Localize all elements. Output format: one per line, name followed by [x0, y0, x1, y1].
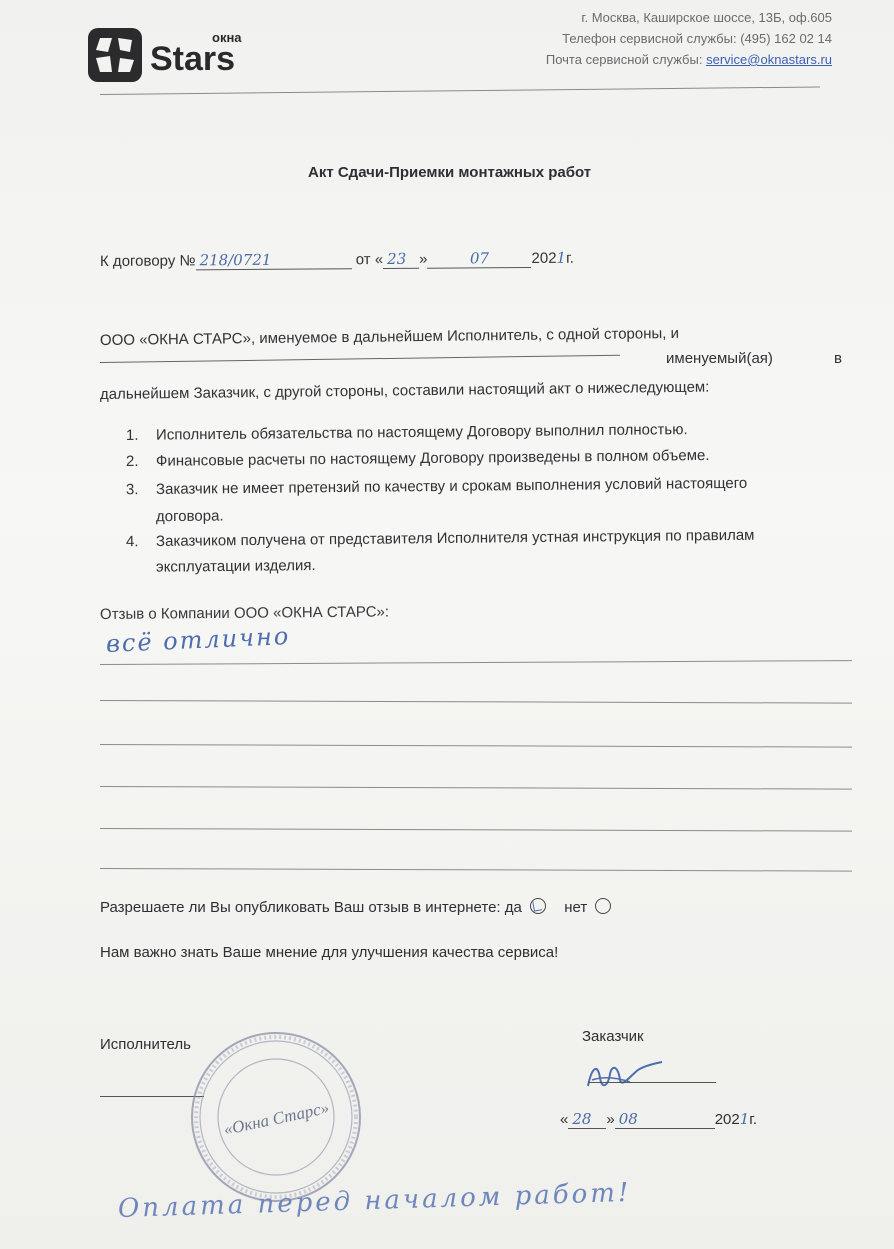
review-line-1[interactable] [100, 660, 852, 665]
contract-number-field[interactable] [195, 250, 351, 270]
list-item-text: договора. [155, 507, 224, 526]
customer-signature [578, 1056, 668, 1096]
list-item-text: Заказчик не имеет претензий по качеству и срокам выполнения условий настоящего [155, 474, 748, 498]
review-line-5[interactable] [100, 828, 852, 832]
logo-okna-text: окна [212, 30, 242, 45]
company-address: г. Москва, Каширское шоссе, 13Б, оф.605 [581, 10, 832, 25]
list-item [126, 471, 747, 504]
customer-day-field[interactable] [568, 1110, 606, 1129]
list-item-text: Заказчиком получена от представителя Исполнителя устная инструкция по правилам [155, 526, 755, 550]
feedback-note: Нам важно знать Ваше мнение для улучшения качества сервиса! [100, 944, 559, 961]
company-logo [86, 26, 261, 86]
review-handwritten: всё отлично [105, 621, 291, 658]
list-item-number: 1. [125, 426, 139, 444]
customer-year-suffix: г. [749, 1111, 758, 1128]
contract-prefix: К договору № [99, 252, 196, 270]
review-line-2[interactable] [100, 700, 852, 704]
stamp-text: «Окна Старс» [221, 1098, 331, 1139]
intro-in: в [834, 350, 842, 367]
publish-yes-radio[interactable] [530, 898, 546, 914]
header-divider [100, 86, 820, 95]
service-email [546, 52, 832, 67]
customer-month: 08 [618, 1110, 638, 1128]
review-line-6[interactable] [100, 868, 852, 872]
document-title: Акт Сдачи-Приемки монтажных работ [308, 164, 592, 181]
customer-month-field[interactable] [615, 1110, 715, 1129]
customer-day: 28 [572, 1110, 592, 1128]
contract-from-label: от [355, 251, 371, 269]
customer-date: « 28 » 08 2021г. [560, 1110, 758, 1128]
publish-question: Разрешаете ли Вы опубликовать Ваш отзыв в интернете: да [100, 899, 522, 916]
contract-year-prefix: 202 [531, 249, 557, 267]
logo-mark-icon [86, 26, 144, 84]
publish-consent [100, 898, 611, 916]
list-item-text: Исполнитель обязательства по настоящему Договору выполнил полностью. [155, 421, 688, 444]
service-phone: Телефон сервисной службы: (495) 162 02 14 [562, 31, 832, 46]
list-item-number: 2. [125, 452, 139, 471]
contract-line: К договору № 218/0721 от « 23 » 07 2021г. [99, 248, 574, 270]
review-label: Отзыв о Компании ООО «ОКНА СТАРС»: [99, 603, 390, 623]
contract-day: 23 [387, 249, 407, 268]
email-link[interactable]: service@oknastars.ru [706, 52, 832, 67]
list-item-number: 3. [125, 481, 139, 499]
customer-year-digit: 1 [739, 1110, 750, 1128]
contract-month-field[interactable] [427, 249, 531, 269]
review-line-4[interactable] [100, 786, 852, 790]
payment-note-handwritten: Оплата перед началом работ! [117, 1177, 632, 1224]
customer-signature-line[interactable] [588, 1082, 716, 1083]
contract-day-field[interactable] [383, 250, 419, 269]
contract-year-suffix: г. [565, 249, 574, 267]
customer-label: Заказчик [582, 1028, 644, 1045]
list-item [126, 553, 316, 581]
list-item [126, 443, 710, 475]
intro-line-3: дальнейшем Заказчик, с другой стороны, составили настоящий акт о нижеследующем: [99, 378, 710, 403]
intro-line-1: ООО «ОКНА СТАРС», именуемое в дальнейшем Исполнитель, с одной стороны, и [99, 324, 680, 349]
review-line-3[interactable] [100, 744, 852, 748]
list-item-text: Финансовые расчеты по настоящему Договору произведены в полном объеме. [155, 446, 710, 470]
customer-year-prefix: 202 [714, 1111, 740, 1128]
contract-number: 218/0721 [199, 250, 272, 270]
list-item-number: 4. [125, 533, 139, 551]
list-item-text: эксплуатации изделия. [155, 557, 316, 576]
intro-named: именуемый(ая) [666, 350, 773, 367]
email-label: Почта сервисной службы: [545, 52, 703, 67]
publish-no-radio[interactable] [595, 898, 611, 914]
executor-label: Исполнитель [100, 1036, 191, 1053]
contract-month: 07 [469, 249, 490, 268]
list-item [126, 503, 224, 530]
company-stamp [186, 1028, 366, 1206]
list-item [126, 523, 755, 556]
contract-year-digit: 1 [556, 248, 567, 267]
publish-no-label: нет [564, 899, 588, 916]
customer-name-field[interactable] [100, 355, 620, 363]
logo-stars-text: Stars [150, 40, 236, 78]
